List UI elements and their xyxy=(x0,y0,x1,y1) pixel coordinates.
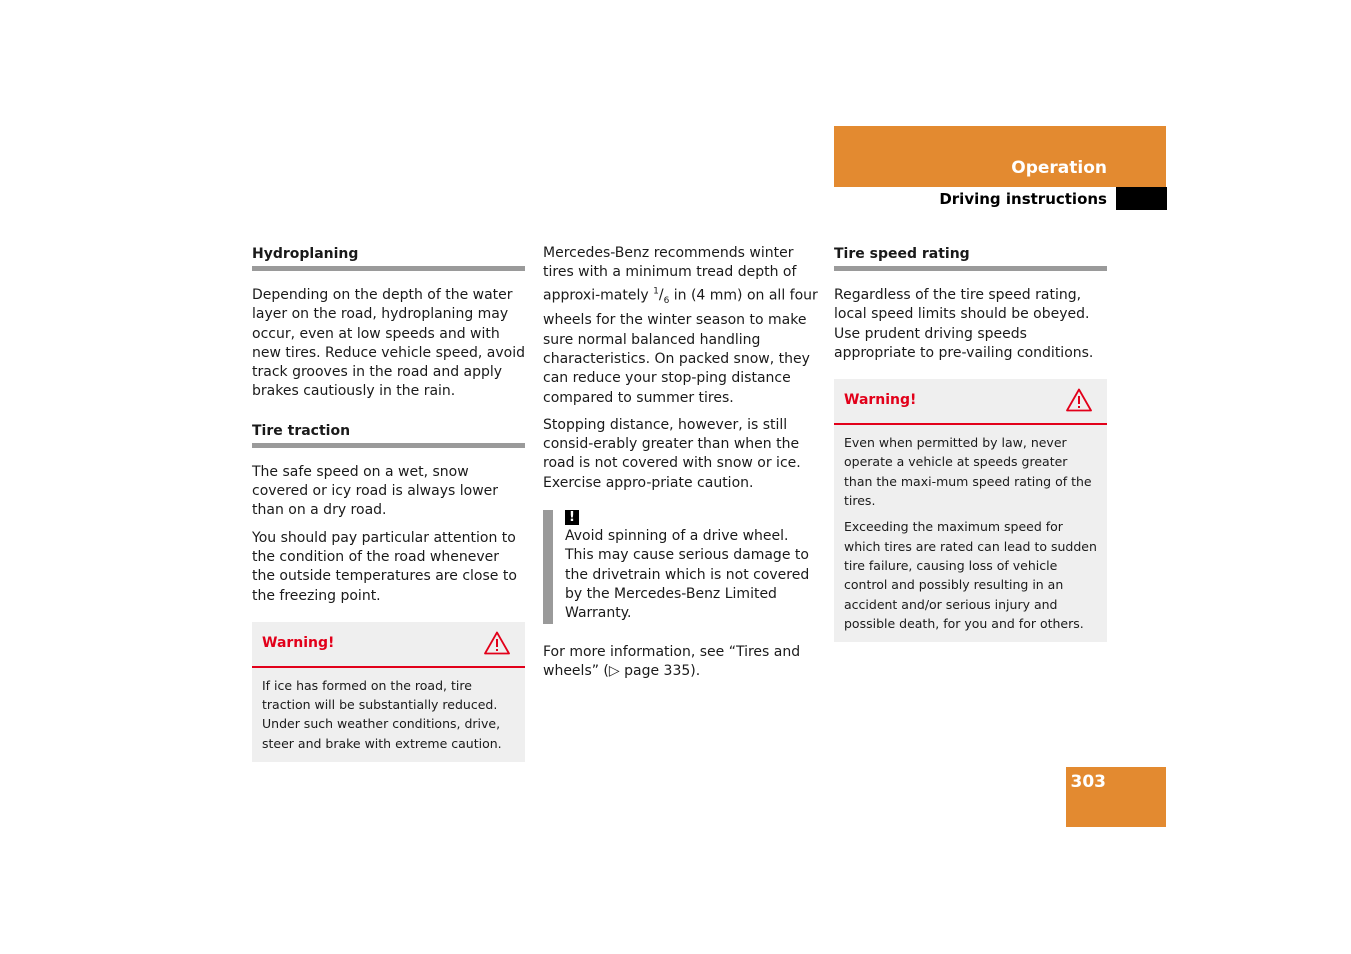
warning-label: Warning! xyxy=(262,634,335,651)
tire-traction-p2: You should pay particular attention to the condition of the road whenever the outside temperatures are close to the freezing point. xyxy=(252,529,517,604)
notice-bar xyxy=(543,510,553,623)
section-header xyxy=(834,126,1166,187)
warning-triangle-icon xyxy=(484,631,510,655)
tire-speed-heading: Tire speed rating xyxy=(834,244,1107,271)
warning-header xyxy=(834,379,1107,425)
tire-traction-heading: Tire traction xyxy=(252,421,525,448)
winter-tires-text xyxy=(543,244,819,408)
fraction-numerator: 1 xyxy=(653,286,659,297)
winter-tires-text-b: in (4 mm) on all four wheels for the winter season to make sure normal balanced handling characteristics. On packed snow, they can reduce your stop-ping distance compared to summer tires. xyxy=(543,287,818,406)
hydroplaning-heading: Hydroplaning xyxy=(252,244,525,271)
page-number: 303 xyxy=(1070,772,1106,792)
notice-box xyxy=(543,510,819,623)
tire-traction-p1: The safe speed on a wet, snow covered or icy road is always lower than on a dry road. xyxy=(252,463,499,519)
warning-header xyxy=(252,622,525,668)
subsection-title: Driving instructions xyxy=(939,190,1107,208)
hydroplaning-text: Depending on the depth of the water layer on the road, hydroplaning may occur, even at low speeds and with new tires. Reduce vehicle speed, avoid track grooves in the road and apply brakes cautiously in the rain. xyxy=(252,287,525,400)
warning-label: Warning! xyxy=(844,392,917,409)
warning-text-2: Exceeding the maximum speed for which tires are rated can lead to sudden tire failure, causing loss of vehicle control and possibly resulting in an accident and/or serious injury and possible death, for you and for others. xyxy=(844,519,1097,631)
page-number-box xyxy=(1066,767,1166,827)
column-left xyxy=(252,244,525,762)
tire-speed-text: Regardless of the tire speed rating, local speed limits should be obeyed. Use prudent driving speeds appropriate to pre-vailing conditions. xyxy=(834,287,1094,361)
more-info-text: For more information, see “Tires and wheels” (▷ page 335). xyxy=(543,643,801,679)
warning-triangle-icon xyxy=(1066,388,1092,412)
section-tab-marker xyxy=(1116,187,1167,210)
tire-traction-section xyxy=(252,421,525,606)
fraction: $^1/_6$ xyxy=(653,286,670,307)
winter-tires-text-a: Mercedes-Benz recommends winter tires with a minimum tread depth of approxi-mately xyxy=(543,245,797,304)
fraction-denominator: 6 xyxy=(663,296,670,307)
column-middle xyxy=(543,244,819,681)
column-right xyxy=(834,244,1107,642)
notice-exclamation-icon: ! xyxy=(565,510,579,525)
notice-text: Avoid spinning of a drive wheel. This may cause serious damage to the drivetrain which is not covered by the Mercedes-Benz Limited Warranty. xyxy=(565,528,810,622)
warning-text-1: Even when permitted by law, never operate a vehicle at speeds greater than the maxi-mum speed rating of the tires. xyxy=(844,435,1092,509)
warning-text: If ice has formed on the road, tire traction will be substantially reduced. Under such weather conditions, drive, steer and brake with extreme caution. xyxy=(262,677,502,751)
warning-body xyxy=(252,668,525,762)
warning-box-ice xyxy=(252,622,525,762)
warning-box-speed xyxy=(834,379,1107,642)
warning-body xyxy=(834,425,1107,642)
section-title: Operation xyxy=(1011,158,1107,178)
stopping-distance-text: Stopping distance, however, is still consid-erably greater than when the road is not covered with snow or ice. Exercise appro-priate caution. xyxy=(543,416,801,491)
